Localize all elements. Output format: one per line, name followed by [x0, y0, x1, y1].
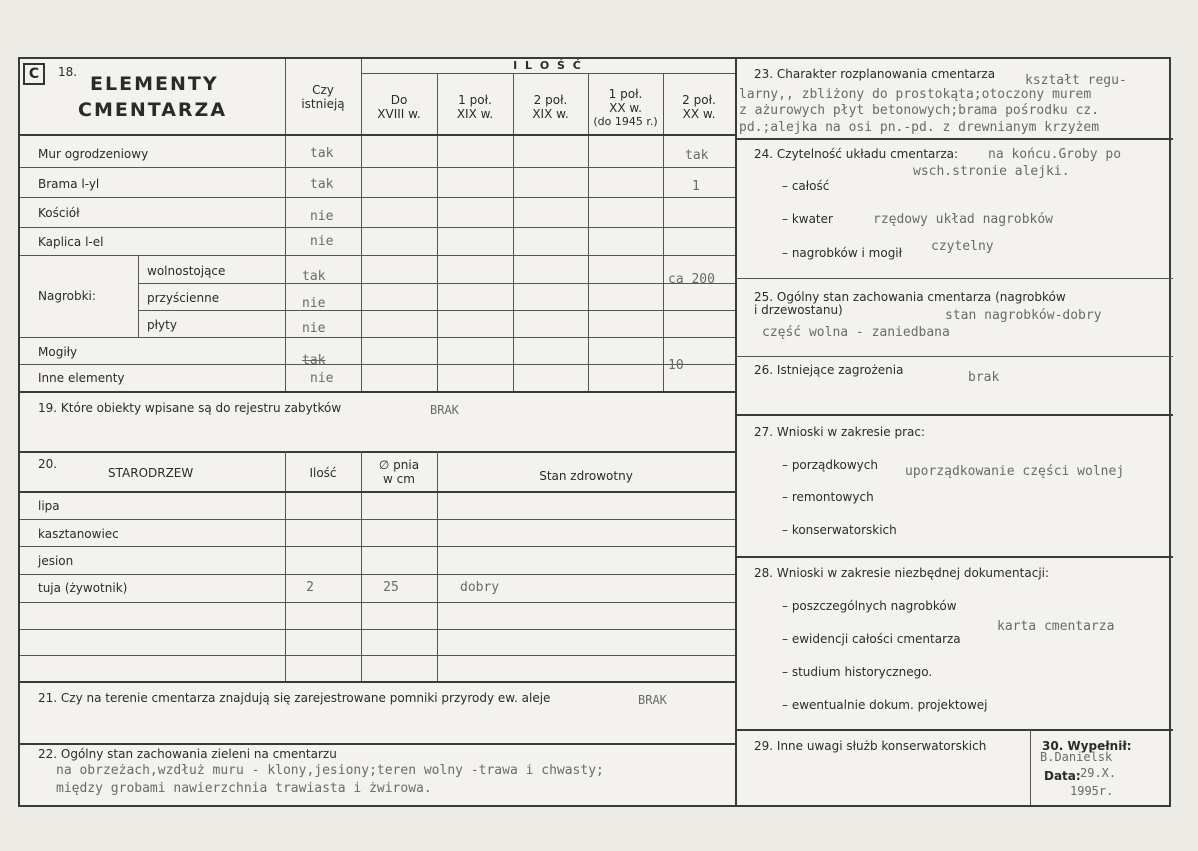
exists-przyscienne: nie [302, 296, 326, 311]
s21-value: BRAK [638, 693, 667, 707]
s20-col-diam [361, 458, 437, 486]
s28-item-nagrobkow: – poszczególnych nagrobków [782, 599, 957, 613]
s22-line2: między grobami nawierzchnia trawiasta i żwirowa. [56, 781, 432, 796]
s24-item-kwater: – kwater [782, 212, 833, 226]
row-line [20, 255, 735, 256]
s21-top-line [20, 681, 735, 683]
s30-name: B.Danielsk [1040, 750, 1113, 764]
period-col-5 [663, 93, 735, 121]
s20-col-diam-l2: w cm [383, 472, 415, 486]
tree-row-line [20, 519, 735, 520]
row-line [20, 197, 735, 198]
s22-label: 22. Ogólny stan zachowania zieleni na cmentarzu [38, 747, 337, 761]
s28-item-projektowej: – ewentualnie dokum. projektowej [782, 698, 988, 712]
s18-number: 18. [58, 65, 78, 79]
tree-row-line [20, 574, 735, 575]
row-label-wolnostojace: wolnostojące [147, 264, 226, 278]
col-exists-line2: istnieją [301, 97, 345, 111]
s25-label-l1: 25. Ogólny stan zachowania cmentarza (nagrobków [754, 290, 1066, 304]
section-badge: C [23, 63, 45, 85]
s30-label: 30. Wypełnił: [1042, 739, 1132, 753]
s28-item-ewidencji: – ewidencji całości cmentarza [782, 632, 961, 646]
exists-kosciol: nie [310, 209, 334, 224]
s28-item-ewidencji-value: karta cmentarza [997, 619, 1115, 634]
tree-name: lipa [38, 499, 60, 513]
row-label-kaplica: Kaplica l-el [38, 235, 104, 249]
s29-s30-divider [1030, 729, 1031, 805]
row-line [20, 167, 735, 168]
s23-line2: z ażurowych płyt betonowych;brama pośrodku cz. [739, 103, 1100, 118]
s18-title-line2: CMENTARZA [78, 99, 228, 121]
s25-value2: część wolna - zaniedbana [762, 325, 950, 340]
s20-col-diam-l1: ∅ pnia [378, 458, 420, 472]
period-4-l3: (do 1945 r.) [593, 115, 658, 128]
row-label-kosciol: Kościół [38, 206, 80, 220]
period-1-l2: XVIII w. [377, 107, 421, 121]
ilosc-header: I L O Ś Ć [513, 59, 583, 72]
q5-mur: tak [685, 148, 709, 163]
period-2-l1: 1 poł. [458, 93, 492, 107]
period-col-4 [588, 87, 663, 129]
s25-top-line [735, 278, 1173, 279]
period-5-l2: XX w. [682, 107, 716, 121]
row-line [20, 364, 735, 365]
tree-row-line [20, 629, 735, 630]
s20-header-line [20, 491, 735, 493]
s27-item-remontowych: – remontowych [782, 490, 874, 504]
q5-brama: 1 [692, 179, 700, 194]
s23-line3: pd.;alejka na osi pn.-pd. z drewnianym krzyżem [739, 120, 1100, 135]
row-line [138, 310, 735, 311]
s24-value1: na końcu.Groby po [988, 147, 1122, 162]
s26-label: 26. Istniejące zagrożenia [754, 363, 904, 377]
s20-col-health: Stan zdrowotny [539, 469, 633, 483]
period-3-l2: XIX w. [532, 107, 569, 121]
tree-row-line [20, 546, 735, 547]
exists-brama: tak [310, 177, 334, 192]
s24-item-kwater-value: rzędowy układ nagrobków [873, 212, 1054, 227]
s26-value: brak [968, 370, 1000, 385]
s28-top-line [735, 556, 1173, 558]
col-exists-line1: Czy [312, 83, 334, 97]
row-line [138, 283, 735, 284]
period-3-l1: 2 poł. [533, 93, 568, 107]
s20-col-qty: Ilość [309, 466, 337, 480]
tree-name: tuja (żywotnik) [38, 581, 128, 595]
s19-value: BRAK [430, 403, 459, 417]
s26-top-line [735, 356, 1173, 357]
period-1-l1: Do [390, 93, 408, 107]
exists-mur: tak [310, 146, 334, 161]
period-col-3 [513, 93, 588, 121]
row-label-brama: Brama l-yl [38, 177, 100, 191]
s24-top-line [735, 138, 1173, 140]
s20-col-line [437, 451, 438, 681]
tree-row-line [20, 602, 735, 603]
s23-line1: larny,, zbliżony do prostokąta;otoczony murem [739, 87, 1092, 102]
ilosc-underline [361, 73, 735, 74]
s22-line1: na obrzeżach,wzdłuż muru - klony,jesiony;teren wolny -trawa i chwasty; [56, 763, 604, 778]
s24-item-nagrobkow: – nagrobków i mogił [782, 246, 903, 260]
period-col-1 [361, 93, 437, 121]
s28-item-studium: – studium historycznego. [782, 665, 933, 679]
s30-date1: 29.X. [1080, 766, 1117, 780]
exists-inne: nie [310, 371, 334, 386]
s18-header-line [20, 134, 735, 136]
s27-item-porzadkowych: – porządkowych [782, 458, 878, 472]
cemetery-form-sheet [18, 57, 1171, 807]
exists-mogily: tak [302, 353, 326, 368]
s18-title-line1: ELEMENTY [90, 73, 219, 95]
s24-item-nagrobkow-value: czytelny [931, 239, 994, 254]
exists-kaplica: nie [310, 234, 334, 249]
row-label-przyscienne: przyścienne [147, 291, 220, 305]
tree-qty: 2 [306, 580, 314, 595]
tree-health: dobry [460, 580, 500, 595]
s19-label: 19. Które obiekty wpisane są do rejestru zabytków [38, 401, 342, 415]
left-right-column-divider [735, 59, 737, 805]
row-line [20, 337, 735, 338]
s20-number: 20. [38, 457, 58, 471]
row-label-nagrobki: Nagrobki: [38, 289, 96, 303]
s30-date2: 1995r. [1070, 784, 1114, 798]
exists-wolnostojace: tak [302, 269, 326, 284]
s29-top-line [735, 729, 1173, 731]
row-label-inne: Inne elementy [38, 371, 125, 385]
s22-top-line [20, 743, 735, 745]
row-label-mogily: Mogiły [38, 345, 78, 359]
period-col-2 [437, 93, 513, 121]
s25-label-l2: i drzewostanu) [754, 303, 843, 317]
s25-value1: stan nagrobków-dobry [945, 308, 1102, 323]
exists-plyty: nie [302, 321, 326, 336]
q5-wolnostojace: ca 200 [668, 272, 715, 287]
row-label-plyty: płyty [147, 318, 177, 332]
s18-nagrobki-sub-line [138, 255, 139, 337]
s20-col-line [285, 451, 286, 681]
row-line [20, 227, 735, 228]
tree-name: kasztanowiec [38, 527, 119, 541]
period-4-l1: 1 poł. [608, 87, 643, 101]
s27-item-porzadkowych-value: uporządkowanie części wolnej [905, 464, 1125, 479]
s28-label: 28. Wnioski w zakresie niezbędnej dokumentacji: [754, 566, 1050, 580]
s24-item-calosc: – całość [782, 179, 830, 193]
s21-label: 21. Czy na terenie cmentarza znajdują się zarejestrowane pomniki przyrody ew. aleje [38, 691, 551, 705]
s24-value2: wsch.stronie alejki. [913, 164, 1070, 179]
tree-diam: 25 [383, 580, 399, 595]
s18-bottom-line [20, 391, 735, 393]
row-label-mur: Mur ogrodzeniowy [38, 147, 149, 161]
s27-top-line [735, 414, 1173, 416]
s23-line0: kształt regu- [1025, 73, 1127, 88]
s30-date-label: Data: [1044, 769, 1081, 783]
s24-label: 24. Czytelność układu cmentarza: [754, 147, 959, 161]
s27-item-konserwatorskich: – konserwatorskich [782, 523, 897, 537]
q5-mogily: 10 [668, 358, 684, 373]
tree-name: jesion [38, 554, 74, 568]
s20-title: STARODRZEW [108, 466, 194, 480]
s27-label: 27. Wnioski w zakresie prac: [754, 425, 926, 439]
period-2-l2: XIX w. [456, 107, 494, 121]
s20-top-line [20, 451, 735, 453]
period-4-l2: XX w. [609, 101, 642, 115]
s23-label: 23. Charakter rozplanowania cmentarza [754, 67, 996, 81]
period-5-l1: 2 poł. [682, 93, 716, 107]
s29-label: 29. Inne uwagi służb konserwatorskich [754, 739, 987, 753]
tree-row-line [20, 655, 735, 656]
col-exists-header [285, 83, 361, 111]
